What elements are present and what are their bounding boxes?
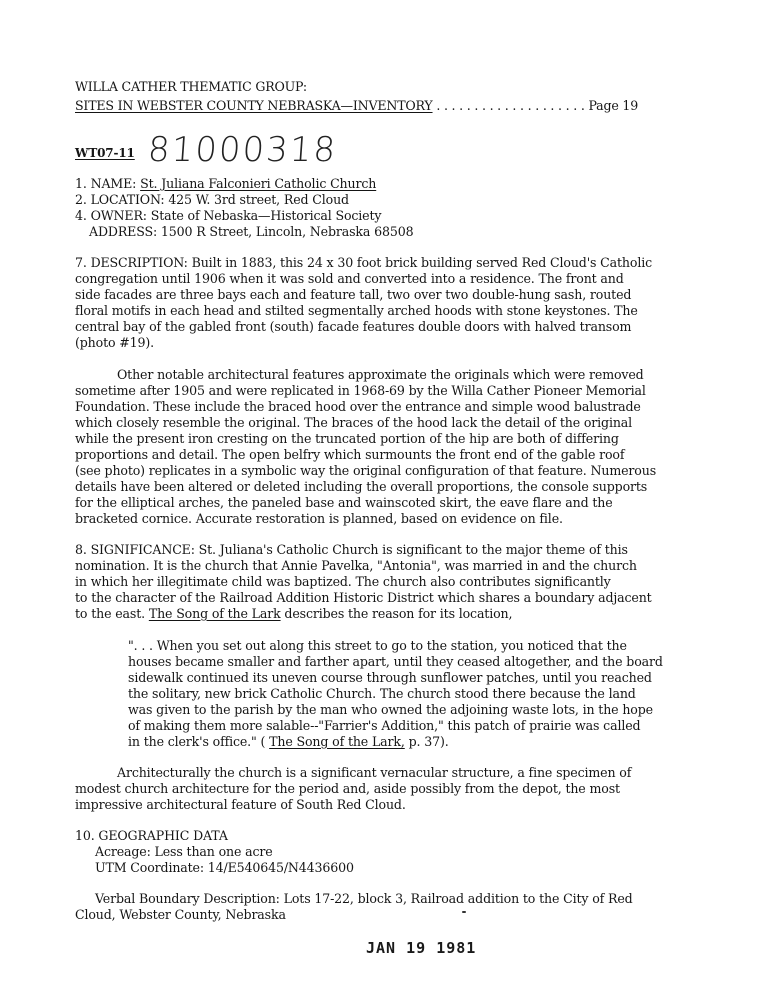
significance-line: in which her illegitimate child was baptized. The church also contributes significantly	[75, 574, 611, 589]
boundary-line: Cloud, Webster County, Nebraska	[75, 907, 286, 922]
architectural-line: impressive architectural feature of South Red Cloud.	[75, 797, 406, 812]
book-title: The Song of the Lark	[148, 606, 281, 621]
description-line: details have been altered or deleted including the overall proportions, the console supports	[75, 479, 648, 494]
header-leader: . . . . . . . . . . . . . . . . . . . .	[432, 98, 589, 113]
quote-line: sidewalk continued its uneven course through sunflower patches, until you reached	[128, 670, 652, 685]
significance-line: 8. SIGNIFICANCE: St. Juliana's Catholic Church is significant to the major theme of this	[75, 542, 628, 557]
item-owner: 4. OWNER: State of Nebaska—Historical Society	[75, 208, 382, 223]
geo-heading: 10. GEOGRAPHIC DATA	[75, 828, 228, 843]
quote-line: the solitary, new brick Catholic Church. The church stood there because the land	[128, 686, 636, 701]
description-line: Other notable architectural features approximate the originals which were removed	[117, 367, 644, 382]
description-line: 7. DESCRIPTION: Built in 1883, this 24 x 30 foot brick building served Red Cloud's Catholic	[75, 255, 652, 270]
page-number: Page 19	[588, 98, 639, 113]
significance-line-rest: describes the reason for its location,	[280, 606, 513, 621]
description-line: central bay of the gabled front (south) facade features double doors with halved transom	[75, 319, 632, 334]
quote-line: ". . . When you set out along this street to go to the station, you noticed that the	[128, 638, 627, 653]
significance-line-start: to the east.	[75, 606, 145, 621]
description-line: (photo #19).	[75, 335, 155, 350]
description-line: side facades are three bays each and feature tall, two over two double-hung sash, routed	[75, 287, 632, 302]
geo-acreage: Acreage: Less than one acre	[95, 844, 273, 859]
quote-book-title: The Song of the Lark,	[269, 734, 405, 749]
date-stamp: JAN 19 1981	[366, 939, 477, 957]
header-subtitle-row	[75, 98, 638, 114]
item-name	[75, 176, 376, 192]
item-name-value: St. Juliana Falconieri Catholic Church	[140, 176, 377, 191]
item-location: 2. LOCATION: 425 W. 3rd street, Red Cloud	[75, 192, 349, 207]
geo-utm: UTM Coordinate: 14/E540645/N4436600	[95, 860, 354, 875]
boundary-line: Verbal Boundary Description: Lots 17-22, block 3, Railroad addition to the City of Red	[95, 891, 633, 906]
reference-code: WT07-11	[75, 146, 135, 160]
description-line: which closely resemble the original. The braces of the hood lack the detail of the original	[75, 415, 633, 430]
architectural-line: Architecturally the church is a significant vernacular structure, a fine specimen of	[117, 765, 632, 780]
header-title: WILLA CATHER THEMATIC GROUP:	[75, 79, 307, 94]
description-line: Foundation. These include the braced hood over the entrance and simple wood balustrade	[75, 399, 641, 414]
description-line: sometime after 1905 and were replicated in 1968-69 by the Willa Cather Pioneer Memorial	[75, 383, 646, 398]
handwritten-reference-number: 81000318	[146, 130, 339, 170]
significance-line: nomination. It is the church that Annie Pavelka, "Antonia", was married in and the church	[75, 558, 637, 573]
quote-line	[128, 734, 449, 750]
description-line: bracketed cornice. Accurate restoration is planned, based on evidence on file.	[75, 511, 563, 526]
description-line: (see photo) replicates in a symbolic way the original configuration of that feature. Numerous	[75, 463, 657, 478]
description-line: for the elliptical arches, the paneled base and wainscoted skirt, the eave flare and the	[75, 495, 613, 510]
quote-line: of making them more salable--"Farrier's Addition," this patch of prairie was called	[128, 718, 641, 733]
quote-end-pre: in the clerk's office." (	[128, 734, 270, 749]
description-line: while the present iron cresting on the truncated portion of the hip are both of differing	[75, 431, 619, 446]
quote-line: houses became smaller and farther apart, until they ceased altogether, and the board	[128, 654, 663, 669]
significance-line: to the character of the Railroad Addition Historic District which shares a boundary adjacent	[75, 590, 652, 605]
description-line: congregation until 1906 when it was sold and converted into a residence. The front and	[75, 271, 624, 286]
item-address: ADDRESS: 1500 R Street, Lincoln, Nebraska 68508	[89, 224, 414, 239]
significance-line	[75, 606, 512, 622]
item-name-label: 1. NAME:	[75, 176, 141, 191]
architectural-line: modest church architecture for the period and, aside possibly from the depot, the most	[75, 781, 620, 796]
quote-end-post: p. 37).	[404, 734, 449, 749]
description-line: proportions and detail. The open belfry which surmounts the front end of the gable roof	[75, 447, 625, 462]
header-subtitle: SITES IN WEBSTER COUNTY NEBRASKA—INVENTORY	[75, 98, 433, 113]
ink-speck	[462, 911, 466, 913]
quote-line: was given to the parish by the man who owned the adjoining waste lots, in the hope	[128, 702, 653, 717]
description-line: floral motifs in each head and stilted segmentally arched hoods with stone keystones. The	[75, 303, 638, 318]
